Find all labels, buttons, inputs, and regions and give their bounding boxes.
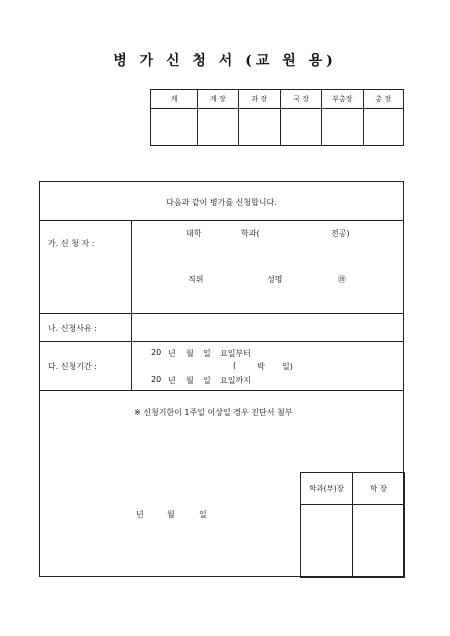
department-label: 학과( (241, 229, 260, 238)
period-to-year: 년 (168, 376, 176, 385)
college-label: 대학 (186, 229, 202, 238)
approval-header-president: 총 장 (363, 90, 403, 109)
period-to-day: 일 (203, 376, 211, 385)
period-to-weekday: 요일까지 (220, 376, 251, 385)
period-from-weekday: 요일부터 (220, 349, 251, 358)
application-form (39, 181, 404, 577)
period-to-month: 월 (186, 376, 194, 385)
reason-field[interactable] (132, 314, 404, 341)
dean-header: 학 장 (353, 473, 405, 505)
approval-header-vice-president: 부총장 (322, 90, 363, 109)
approval-header-section: 과 장 (238, 90, 280, 109)
attachment-note: ※ 신청기한이 1주일 이상일 경우 진단서 첨부 (134, 408, 293, 417)
duration-nights: 박 (257, 362, 265, 371)
form-divider (40, 341, 403, 342)
form-divider (40, 390, 403, 391)
date-year: 년 (136, 510, 144, 519)
approval-header-staff: 계 (151, 90, 198, 109)
duration-open: ( (233, 361, 237, 370)
approval-sign-vice-president[interactable] (322, 109, 363, 146)
form-intro: 다음과 같이 병가를 신청합니다. (166, 198, 277, 207)
approval-header-bureau: 국 장 (280, 90, 321, 109)
dept-head-sign[interactable] (301, 504, 353, 577)
label-column-divider (131, 220, 132, 390)
dept-head-header: 학과(부)장 (301, 473, 353, 505)
approval-sign-staff[interactable] (151, 109, 198, 146)
date-day: 일 (199, 510, 207, 519)
page-title: 병 가 신 청 서 (교 원 용) (113, 53, 337, 69)
position-label: 직위 (188, 275, 204, 284)
form-divider (40, 220, 403, 221)
date-month: 월 (167, 510, 175, 519)
approval-sign-section[interactable] (238, 109, 280, 146)
applicant-label: 가. 신 청 자 : (48, 239, 95, 248)
seal-mark: ㊞ (338, 275, 346, 284)
name-label: 성명 (267, 275, 283, 284)
period-from-year: 년 (168, 349, 176, 358)
approval-table (150, 89, 404, 146)
approval-sign-president[interactable] (363, 109, 403, 146)
dean-sign[interactable] (353, 504, 405, 577)
period-from-year-prefix: 20 (151, 348, 162, 357)
approval-header-chief: 계 장 (198, 90, 238, 109)
dept-approval-table (300, 472, 405, 578)
period-label: 다. 신청기간 : (48, 362, 97, 371)
approval-sign-bureau[interactable] (280, 109, 321, 146)
reason-label: 나. 신청사유 : (48, 324, 97, 333)
period-from-month: 월 (186, 349, 194, 358)
period-to-year-prefix: 20 (151, 375, 162, 384)
approval-sign-chief[interactable] (198, 109, 238, 146)
period-from-day: 일 (203, 349, 211, 358)
major-label: 전공) (331, 229, 350, 238)
duration-days: 일) (282, 362, 293, 371)
